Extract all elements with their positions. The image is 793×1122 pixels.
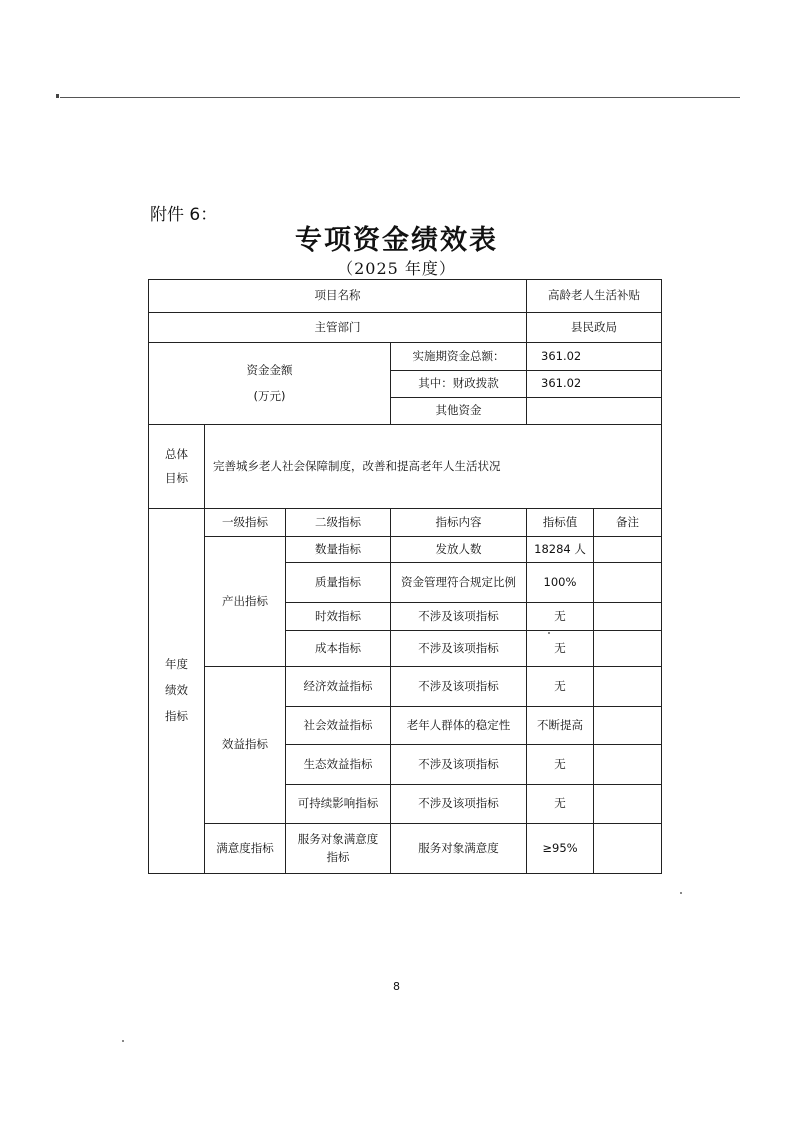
header-level1: 一级指标 <box>205 509 286 537</box>
row-level2: 生态效益指标 <box>286 745 391 785</box>
row-note <box>594 824 662 874</box>
row-note <box>594 707 662 745</box>
satisfaction-indicator-label: 满意度指标 <box>205 824 286 874</box>
row-note <box>594 667 662 707</box>
output-indicator-label: 产出指标 <box>205 537 286 667</box>
benefit-indicator-label: 效益指标 <box>205 667 286 824</box>
overall-goal-label-cell <box>149 425 205 509</box>
row-note <box>594 537 662 563</box>
row-value: 18284 人 <box>527 537 594 563</box>
overall-goal-text: 完善城乡老人社会保障制度，改善和提高老年人生活状况 <box>205 425 662 509</box>
page-subtitle: （2025 年度） <box>337 259 456 278</box>
row-level2-line1: 服务对象满意度 <box>297 831 379 846</box>
row-content: 不涉及该项指标 <box>391 745 527 785</box>
row-level2: 成本指标 <box>286 631 391 667</box>
funds-other-value <box>527 398 662 425</box>
row-note <box>594 785 662 824</box>
row-note <box>594 745 662 785</box>
header-note: 备注 <box>594 509 662 537</box>
table-row <box>149 537 662 563</box>
department-value: 县民政局 <box>527 313 662 343</box>
overall-goal-label-line2: 目标 <box>165 470 188 485</box>
funds-label: 资金金额 <box>246 362 293 377</box>
indicator-header-row <box>149 509 662 537</box>
row-value: 无 <box>527 667 594 707</box>
project-name-row <box>149 280 662 313</box>
scan-mark <box>56 94 59 98</box>
row-content: 不涉及该项指标 <box>391 785 527 824</box>
annual-label-line1: 年度 <box>165 657 188 672</box>
funds-fiscal-label: 其中：财政拨款 <box>391 371 527 398</box>
row-content: 不涉及该项指标 <box>391 667 527 707</box>
row-value: 无 <box>527 745 594 785</box>
funds-fiscal-value: 361.02 <box>527 371 662 398</box>
project-name-value: 高龄老人生活补贴 <box>527 280 662 313</box>
row-level2: 数量指标 <box>286 537 391 563</box>
row-level2 <box>286 824 391 874</box>
funds-total-row <box>149 343 662 371</box>
row-value: 无 <box>527 603 594 631</box>
table-row <box>149 667 662 707</box>
department-row <box>149 313 662 343</box>
department-label: 主管部门 <box>149 313 527 343</box>
overall-goal-row <box>149 425 662 509</box>
row-value: 无 <box>527 785 594 824</box>
row-level2: 时效指标 <box>286 603 391 631</box>
header-rule <box>60 97 740 98</box>
performance-table <box>148 279 662 874</box>
row-level2: 质量指标 <box>286 563 391 603</box>
page-title: 专项资金绩效表 <box>295 225 498 256</box>
row-value: 无 <box>527 631 594 667</box>
annual-label-line3: 指标 <box>165 708 188 723</box>
scan-speck <box>122 1040 124 1042</box>
row-level2: 可持续影响指标 <box>286 785 391 824</box>
overall-goal-label-line1: 总体 <box>165 446 188 461</box>
row-value: 100% <box>527 563 594 603</box>
row-content: 资金管理符合规定比例 <box>391 563 527 603</box>
row-value: ≥95% <box>527 824 594 874</box>
row-content: 老年人群体的稳定性 <box>391 707 527 745</box>
header-content: 指标内容 <box>391 509 527 537</box>
funds-unit: (万元) <box>253 388 286 403</box>
row-value: 不断提高 <box>527 707 594 745</box>
header-value: 指标值 <box>527 509 594 537</box>
annual-label-line2: 绩效 <box>165 683 188 698</box>
scan-speck <box>548 632 550 634</box>
header-level2: 二级指标 <box>286 509 391 537</box>
row-note <box>594 631 662 667</box>
row-content: 发放人数 <box>391 537 527 563</box>
project-name-label: 项目名称 <box>149 280 527 313</box>
scan-speck <box>680 892 682 894</box>
row-content: 不涉及该项指标 <box>391 631 527 667</box>
funds-total-label: 实施期资金总额： <box>391 343 527 371</box>
attachment-label: 附件 6： <box>150 205 218 225</box>
table-row <box>149 824 662 874</box>
funds-total-value: 361.02 <box>527 343 662 371</box>
row-content: 不涉及该项指标 <box>391 603 527 631</box>
row-level2-line2: 指标 <box>326 849 350 864</box>
funds-other-label: 其他资金 <box>391 398 527 425</box>
funds-label-cell <box>149 343 391 425</box>
annual-indicator-label-cell <box>149 509 205 874</box>
row-level2: 社会效益指标 <box>286 707 391 745</box>
page-number: 8 <box>393 980 400 993</box>
row-note <box>594 603 662 631</box>
row-content: 服务对象满意度 <box>391 824 527 874</box>
row-level2: 经济效益指标 <box>286 667 391 707</box>
row-note <box>594 563 662 603</box>
